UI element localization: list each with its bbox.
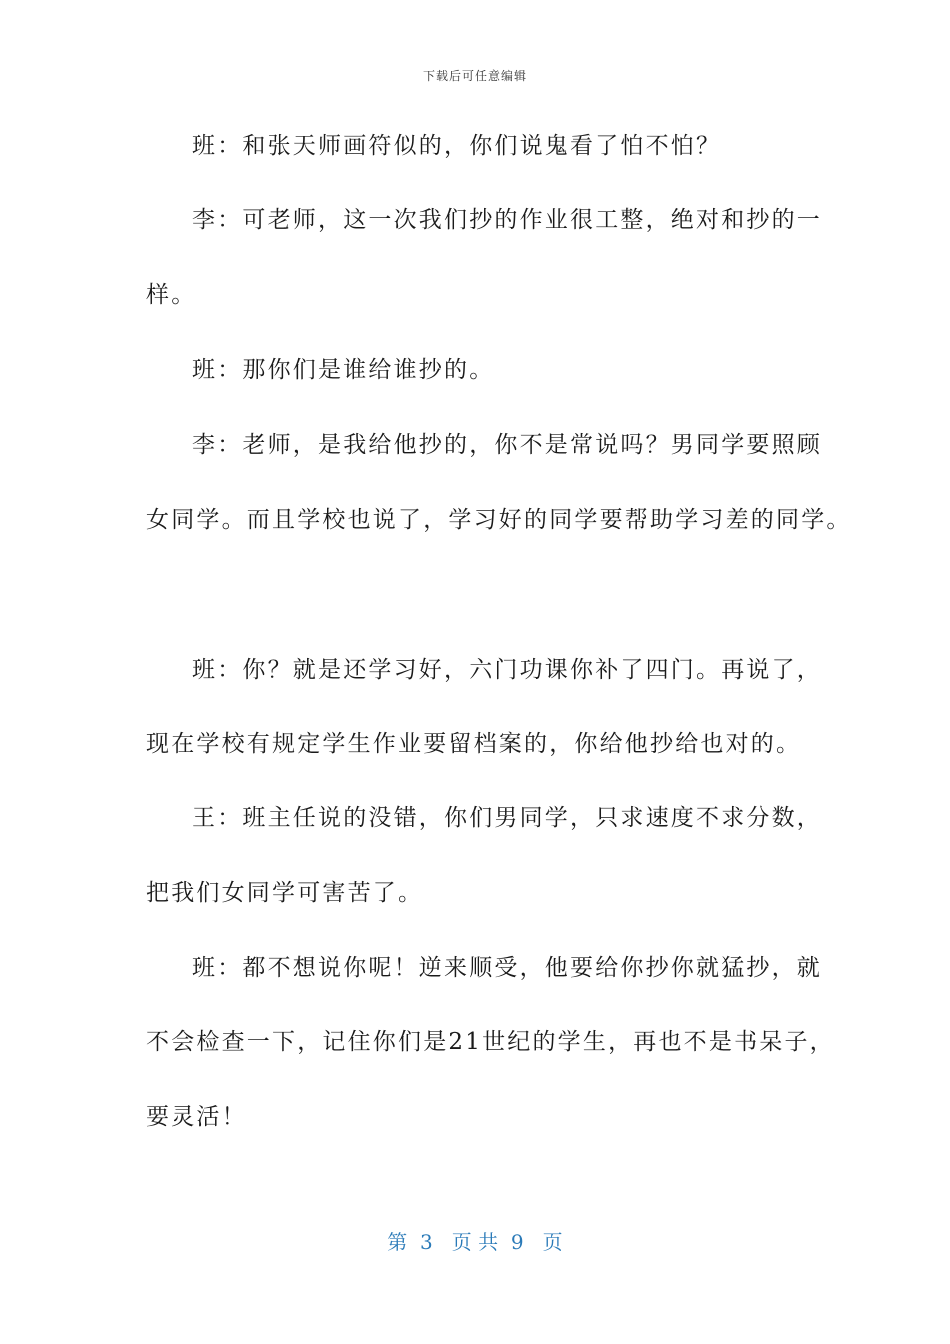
page-header: 下载后可任意编辑 — [422, 69, 527, 83]
page-number: 第 3 页 共 9 页 — [387, 1230, 563, 1254]
dialogue-line: 样。 — [146, 282, 197, 308]
dialogue-line: 班：那你们是谁给谁抄的。 — [192, 357, 495, 383]
dialogue-line: 班：和张天师画符似的，你们说鬼看了怕不怕？ — [192, 133, 722, 159]
dialogue-line: 把我们女同学可害苦了。 — [146, 880, 424, 906]
dialogue-line: 要灵活！ — [146, 1104, 247, 1130]
dialogue-line: 女同学。而且学校也说了，学习好的同学要帮助学习差的同学。 — [146, 507, 852, 533]
dialogue-line: 现在学校有规定学生作业要留档案的，你给他抄给也对的。 — [146, 731, 802, 757]
dialogue-line: 班：都不想说你呢！逆来顺受，他要给你抄你就猛抄，就 — [192, 955, 822, 981]
dialogue-line: 李：老师，是我给他抄的，你不是常说吗？男同学要照顾 — [192, 432, 822, 458]
dialogue-line: 不会检查一下，记住你们是21世纪的学生，再也不是书呆子， — [146, 1029, 835, 1055]
dialogue-line: 李：可老师，这一次我们抄的作业很工整，绝对和抄的一 — [192, 207, 822, 233]
dialogue-line: 王：班主任说的没错，你们男同学，只求速度不求分数， — [192, 805, 822, 831]
dialogue-line: 班：你？就是还学习好，六门功课你补了四门。再说了， — [192, 657, 822, 683]
